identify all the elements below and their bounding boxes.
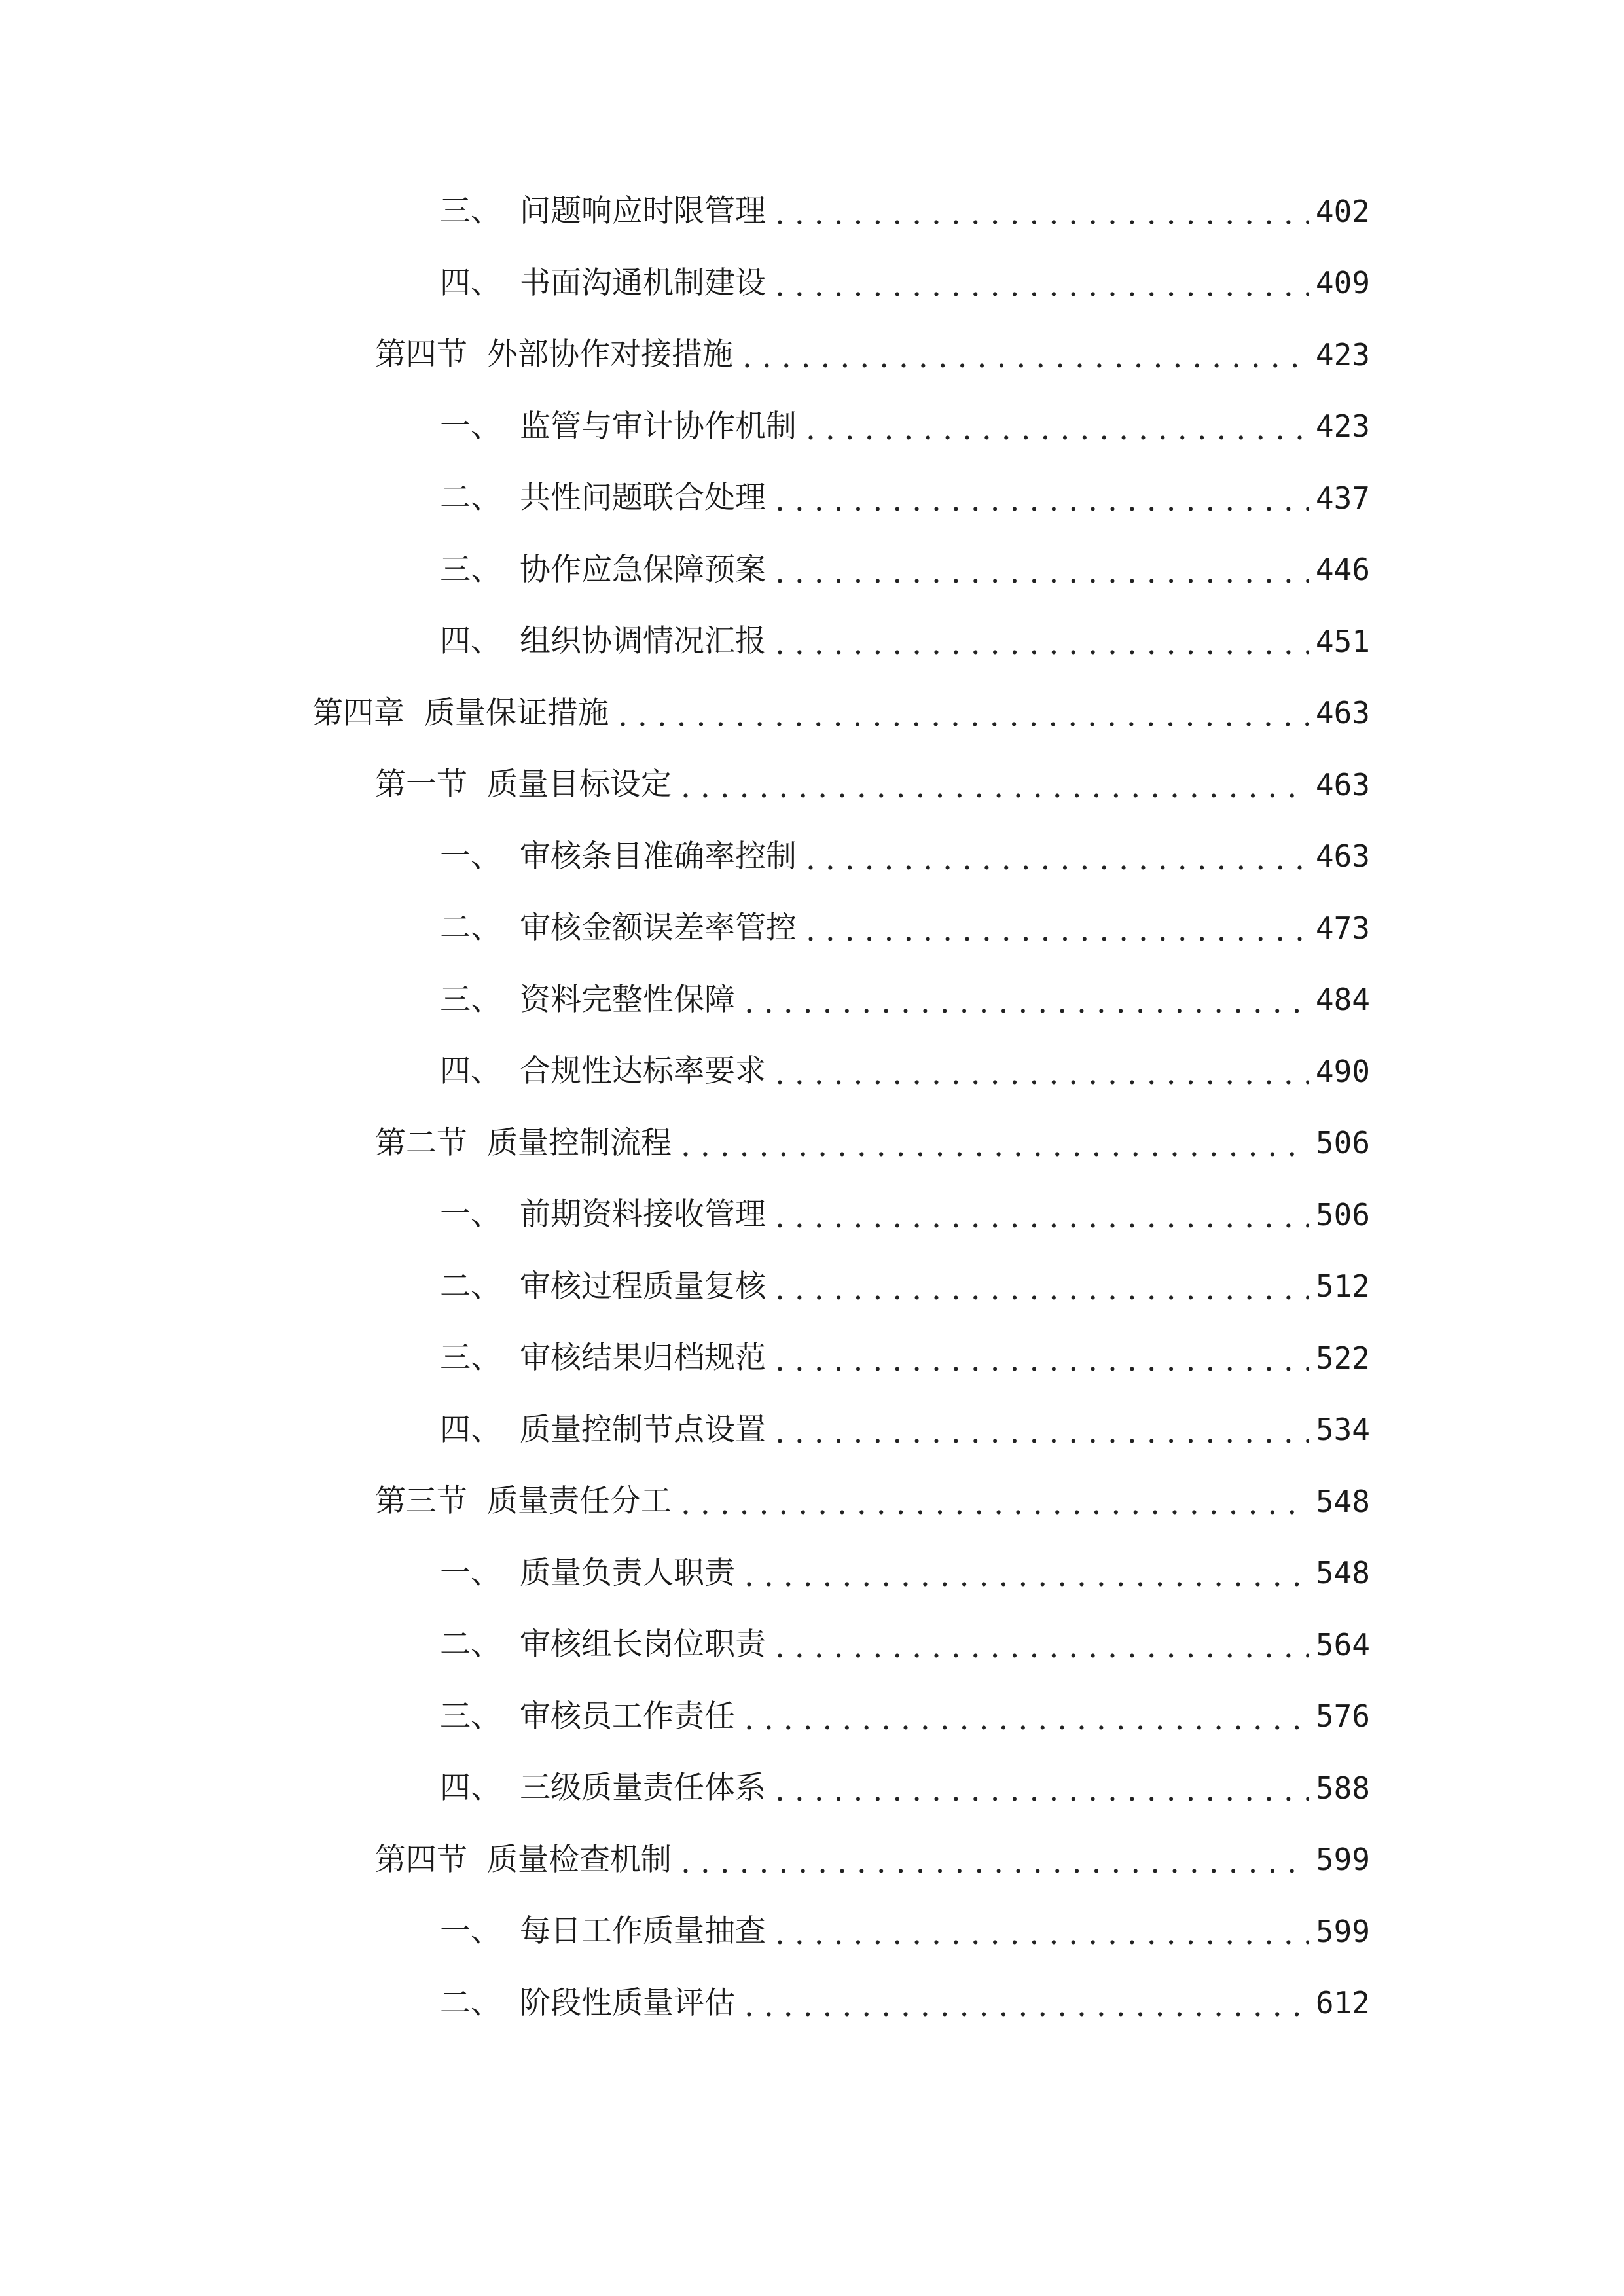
toc-entry-page: 490 xyxy=(1315,1053,1370,1089)
toc-entry-page: 576 xyxy=(1315,1698,1370,1734)
dot-leader xyxy=(775,485,1309,516)
toc-entry-title: 组织协调情况汇报 xyxy=(520,623,766,660)
toc-entry-page: 564 xyxy=(1315,1626,1370,1662)
toc-entry-number: 一、 xyxy=(440,1554,501,1591)
toc-entry-page: 612 xyxy=(1315,1985,1370,2021)
toc-entry-page: 423 xyxy=(1315,336,1370,372)
toc-entry[interactable] xyxy=(0,605,1624,677)
toc-entry-number: 一、 xyxy=(440,1196,501,1233)
toc-entry-page: 548 xyxy=(1315,1483,1370,1519)
dot-leader xyxy=(742,342,1309,372)
toc-entry-page: 402 xyxy=(1315,193,1370,229)
dot-leader xyxy=(744,987,1309,1018)
toc-entry-number: 第三节 xyxy=(375,1483,467,1520)
dot-leader xyxy=(744,1990,1309,2021)
dot-leader xyxy=(775,1632,1309,1662)
table-of-contents xyxy=(0,175,1624,2039)
toc-entry-page: 451 xyxy=(1315,623,1370,659)
toc-entry-title: 资料完整性保障 xyxy=(520,981,735,1018)
toc-entry-title: 质量控制节点设置 xyxy=(520,1411,766,1448)
toc-entry-title: 每日工作质量抽查 xyxy=(520,1913,766,1950)
toc-entry-title: 前期资料接收管理 xyxy=(520,1196,766,1233)
toc-entry-title: 审核结果归档规范 xyxy=(520,1340,766,1376)
toc-entry-number: 三、 xyxy=(440,981,501,1018)
toc-entry-title: 质量保证措施 xyxy=(424,694,609,731)
dot-leader xyxy=(775,557,1309,588)
toc-entry[interactable] xyxy=(0,1179,1624,1251)
dot-leader xyxy=(775,1775,1309,1806)
toc-entry-page: 484 xyxy=(1315,982,1370,1018)
toc-entry[interactable] xyxy=(0,1537,1624,1609)
toc-entry-title: 协作应急保障预案 xyxy=(520,551,766,588)
toc-entry-page: 437 xyxy=(1315,480,1370,516)
toc-entry[interactable] xyxy=(0,247,1624,319)
dot-leader xyxy=(806,414,1309,444)
dot-leader xyxy=(806,844,1309,874)
toc-entry-page: 409 xyxy=(1315,265,1370,301)
toc-entry[interactable] xyxy=(0,1394,1624,1466)
toc-entry[interactable] xyxy=(0,1107,1624,1179)
toc-entry-title: 审核员工作责任 xyxy=(520,1698,735,1734)
toc-entry-number: 第四章 xyxy=(312,694,405,731)
toc-entry-number: 二、 xyxy=(440,1626,501,1663)
dot-leader xyxy=(681,1847,1309,1878)
toc-entry-number: 第一节 xyxy=(375,766,467,803)
toc-entry-page: 446 xyxy=(1315,552,1370,588)
toc-entry-number: 三、 xyxy=(440,551,501,588)
toc-entry-title: 审核组长岗位职责 xyxy=(520,1626,766,1663)
dot-leader xyxy=(775,1274,1309,1304)
toc-entry[interactable] xyxy=(0,391,1624,463)
toc-entry[interactable] xyxy=(0,1681,1624,1753)
toc-entry[interactable] xyxy=(0,175,1624,247)
dot-leader xyxy=(775,628,1309,659)
toc-entry[interactable] xyxy=(0,1752,1624,1824)
dot-leader xyxy=(775,1345,1309,1376)
toc-entry[interactable] xyxy=(0,1465,1624,1537)
dot-leader xyxy=(775,1058,1309,1089)
dot-leader xyxy=(618,700,1309,731)
dot-leader xyxy=(775,1417,1309,1448)
toc-entry[interactable] xyxy=(0,534,1624,606)
toc-entry-title: 监管与审计协作机制 xyxy=(520,408,797,444)
toc-entry-title: 问题响应时限管理 xyxy=(520,193,766,230)
toc-entry[interactable] xyxy=(0,821,1624,893)
toc-entry[interactable] xyxy=(0,1035,1624,1107)
toc-entry-number: 三、 xyxy=(440,1698,501,1734)
toc-entry-page: 534 xyxy=(1315,1412,1370,1448)
toc-entry[interactable] xyxy=(0,1251,1624,1323)
dot-leader xyxy=(681,1488,1309,1519)
toc-entry-number: 一、 xyxy=(440,1913,501,1950)
toc-entry-page: 423 xyxy=(1315,408,1370,444)
toc-entry[interactable] xyxy=(0,892,1624,964)
toc-entry-number: 一、 xyxy=(440,838,501,874)
toc-entry[interactable] xyxy=(0,1322,1624,1394)
toc-entry-title: 质量责任分工 xyxy=(487,1483,672,1520)
toc-entry-title: 质量目标设定 xyxy=(487,766,672,803)
toc-entry-page: 599 xyxy=(1315,1842,1370,1878)
dot-leader xyxy=(775,1202,1309,1232)
toc-entry-number: 第四节 xyxy=(375,336,467,373)
dot-leader xyxy=(681,1130,1309,1161)
dot-leader xyxy=(775,1918,1309,1949)
toc-entry[interactable] xyxy=(0,749,1624,821)
toc-entry-number: 二、 xyxy=(440,1984,501,2021)
toc-entry-number: 二、 xyxy=(440,910,501,946)
toc-entry-number: 四、 xyxy=(440,1411,501,1448)
toc-entry[interactable] xyxy=(0,462,1624,534)
toc-entry[interactable] xyxy=(0,1824,1624,1896)
toc-entry-number: 四、 xyxy=(440,623,501,660)
toc-entry-page: 512 xyxy=(1315,1268,1370,1304)
toc-entry-page: 588 xyxy=(1315,1770,1370,1806)
toc-entry-page: 548 xyxy=(1315,1555,1370,1591)
toc-entry-title: 质量负责人职责 xyxy=(520,1554,735,1591)
toc-entry-title: 合规性达标率要求 xyxy=(520,1053,766,1090)
toc-entry-number: 一、 xyxy=(440,408,501,444)
dot-leader xyxy=(744,1560,1309,1591)
toc-entry-number: 二、 xyxy=(440,1268,501,1304)
toc-entry[interactable] xyxy=(0,964,1624,1036)
toc-entry-title: 外部协作对接措施 xyxy=(487,336,733,373)
toc-entry-number: 四、 xyxy=(440,1053,501,1090)
toc-entry[interactable] xyxy=(0,677,1624,749)
dot-leader xyxy=(806,915,1309,946)
toc-entry[interactable] xyxy=(0,1967,1624,2039)
toc-entry[interactable] xyxy=(0,1895,1624,1967)
toc-entry-title: 共性问题联合处理 xyxy=(520,480,766,516)
toc-entry[interactable] xyxy=(0,319,1624,391)
toc-entry-number: 第四节 xyxy=(375,1841,467,1878)
dot-leader xyxy=(775,270,1309,301)
toc-entry-page: 599 xyxy=(1315,1913,1370,1949)
toc-entry-number: 第二节 xyxy=(375,1124,467,1161)
toc-entry-title: 审核条目准确率控制 xyxy=(520,838,797,874)
toc-entry-number: 三、 xyxy=(440,193,501,230)
toc-entry-title: 书面沟通机制建设 xyxy=(520,264,766,301)
toc-entry-page: 506 xyxy=(1315,1196,1370,1232)
toc-entry-title: 质量检查机制 xyxy=(487,1841,672,1878)
toc-entry-title: 三级质量责任体系 xyxy=(520,1770,766,1806)
toc-entry-number: 三、 xyxy=(440,1340,501,1376)
toc-entry-title: 质量控制流程 xyxy=(487,1124,672,1161)
toc-entry-number: 四、 xyxy=(440,264,501,301)
toc-entry-number: 四、 xyxy=(440,1770,501,1806)
toc-entry-title: 审核过程质量复核 xyxy=(520,1268,766,1304)
toc-entry-page: 463 xyxy=(1315,695,1370,731)
dot-leader xyxy=(681,772,1309,802)
toc-entry-page: 506 xyxy=(1315,1125,1370,1161)
toc-entry[interactable] xyxy=(0,1609,1624,1681)
dot-leader xyxy=(775,198,1309,229)
toc-entry-title: 审核金额误差率管控 xyxy=(520,910,797,946)
toc-entry-number: 二、 xyxy=(440,480,501,516)
toc-entry-page: 522 xyxy=(1315,1340,1370,1376)
toc-entry-page: 463 xyxy=(1315,766,1370,802)
dot-leader xyxy=(744,1704,1309,1734)
toc-entry-page: 463 xyxy=(1315,838,1370,874)
toc-entry-title: 阶段性质量评估 xyxy=(520,1984,735,2021)
toc-entry-page: 473 xyxy=(1315,910,1370,946)
